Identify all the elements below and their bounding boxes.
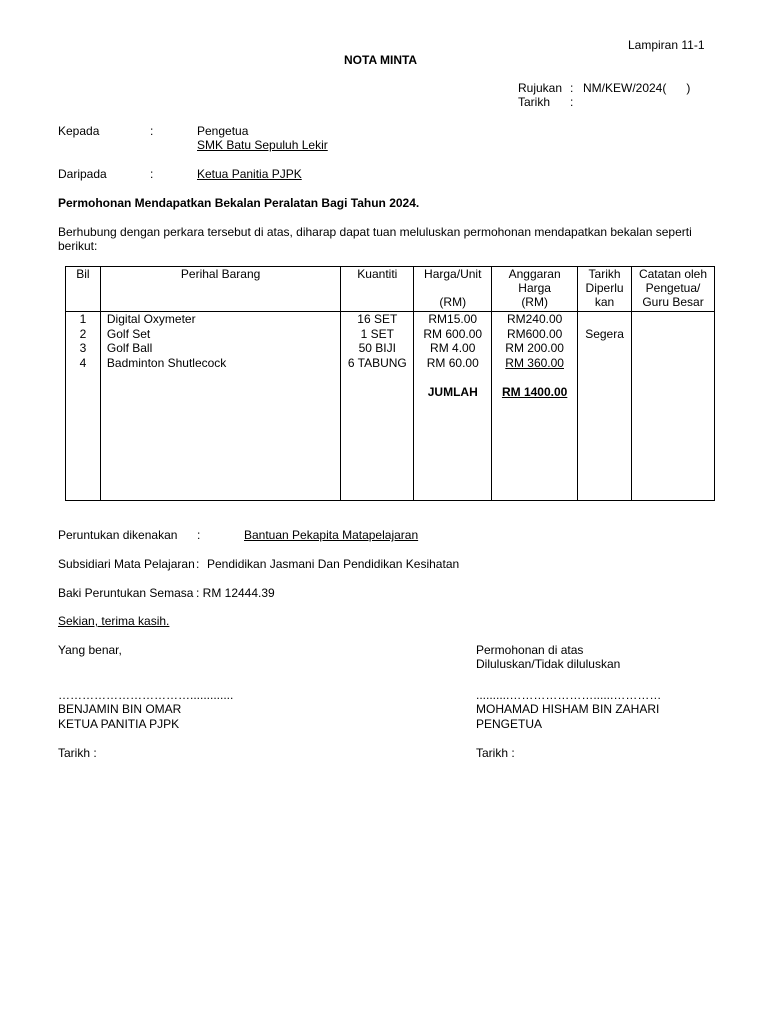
right-signature-line: ..........…………………......………… — [476, 688, 662, 702]
to-colon: : — [150, 124, 154, 138]
approval-line-2: Diluluskan/Tidak diluluskan — [476, 657, 621, 671]
row-unit-price: RM15.00 — [428, 312, 478, 326]
left-signer-position: KETUA PANITIA PJPK — [58, 717, 180, 731]
row-unit-price: RM 600.00 — [423, 326, 483, 341]
date-label: Tarikh — [518, 95, 551, 109]
qty-column — [341, 312, 414, 501]
date-needed-value: Segera — [585, 326, 624, 341]
unit-price-column — [414, 312, 492, 501]
header-budget: Anggaran Harga (RM) — [492, 267, 578, 312]
reference-label: Rujukan — [518, 81, 563, 95]
left-signer-name: BENJAMIN BIN OMAR — [58, 702, 182, 716]
row-unit-price: RM 60.00 — [426, 355, 479, 370]
intro-line-2: berikut: — [58, 239, 98, 253]
row-budget: RM 200.00 — [505, 341, 564, 355]
intro-line-1: Berhubung dengan perkara tersebut di atas, diharap dapat tuan meluluskan permohonan mendapatkan bekalan seperti — [58, 225, 692, 239]
allocation-value: Bantuan Pekapita Matapelajaran — [244, 528, 419, 542]
from-colon: : — [150, 167, 154, 181]
right-signer-position: PENGETUA — [476, 717, 543, 731]
header-notes: Catatan oleh Pengetua/ Guru Besar — [632, 267, 715, 312]
header-bil: Bil — [66, 267, 101, 312]
header-item: Perihal Barang — [100, 267, 340, 312]
bil-column — [66, 312, 101, 501]
row-qty: 1 SET — [360, 326, 394, 341]
date-needed-column — [578, 312, 632, 501]
left-date-label: Tarikh : — [58, 746, 97, 760]
row-budget: RM 360.00 — [505, 355, 564, 370]
row-budget: RM240.00 — [506, 312, 563, 326]
salutation: Yang benar, — [58, 643, 122, 657]
allocation-label: Peruntukan dikenakan — [58, 528, 178, 542]
recipient-school: SMK Batu Sepuluh Lekir — [197, 138, 328, 152]
document-title: NOTA MINTA — [344, 53, 418, 67]
row-bil: 2 — [79, 326, 87, 341]
sender: Ketua Panitia PJPK — [197, 167, 302, 181]
budget-column — [492, 312, 578, 501]
balance-value: : RM 12444.39 — [196, 586, 275, 600]
notes-column — [632, 312, 715, 501]
reference-colon: : — [570, 81, 574, 95]
right-signer-name: MOHAMAD HISHAM BIN ZAHARI — [476, 702, 660, 716]
row-qty: 50 BIJI — [358, 341, 396, 355]
recipient-title: Pengetua — [197, 124, 249, 138]
row-bil: 3 — [79, 341, 87, 355]
left-signature-line: ……………………………............. — [58, 688, 234, 702]
item-column — [100, 312, 340, 501]
subject: Permohonan Mendapatkan Bekalan Peralatan Bagi Tahun 2024. — [58, 196, 420, 210]
header-date-needed: Tarikh Diperlu kan — [578, 267, 632, 312]
row-item: Golf Ball — [106, 341, 153, 355]
row-qty: 16 SET — [357, 312, 398, 326]
row-unit-price: RM 4.00 — [430, 341, 476, 355]
header-qty: Kuantiti — [341, 267, 414, 312]
row-bil: 4 — [79, 355, 87, 370]
total-label: JUMLAH — [427, 385, 478, 399]
row-item: Golf Set — [106, 326, 151, 341]
date-colon: : — [570, 95, 574, 109]
annex-label: Lampiran 11-1 — [628, 38, 705, 52]
row-budget: RM600.00 — [506, 326, 563, 341]
to-label: Kepada — [58, 124, 100, 138]
items-table — [65, 266, 715, 501]
right-date-label: Tarikh : — [476, 746, 515, 760]
row-bil: 1 — [79, 312, 87, 326]
header-unit-price: Harga/Unit (RM) — [414, 267, 492, 312]
total-value: RM 1400.00 — [501, 385, 568, 399]
balance-label: Baki Peruntukan Semasa — [58, 586, 194, 600]
from-label: Daripada — [58, 167, 107, 181]
subsidiary-label: Subsidiari Mata Pelajaran — [58, 557, 195, 571]
reference-value: NM/KEW/2024( ) — [583, 81, 691, 95]
subsidiary-colon: : — [196, 557, 200, 571]
subsidiary-value: Pendidikan Jasmani Dan Pendidikan Kesihatan — [207, 557, 460, 571]
approval-line-1: Permohonan di atas — [476, 643, 584, 657]
row-qty: 6 TABUNG — [347, 355, 407, 370]
row-item: Badminton Shutlecock — [106, 355, 227, 370]
table-body-row — [66, 312, 715, 501]
allocation-colon: : — [197, 528, 201, 542]
closing-text: Sekian, terima kasih. — [58, 614, 170, 628]
table-header-row — [66, 267, 715, 312]
row-item: Digital Oxymeter — [106, 312, 196, 326]
